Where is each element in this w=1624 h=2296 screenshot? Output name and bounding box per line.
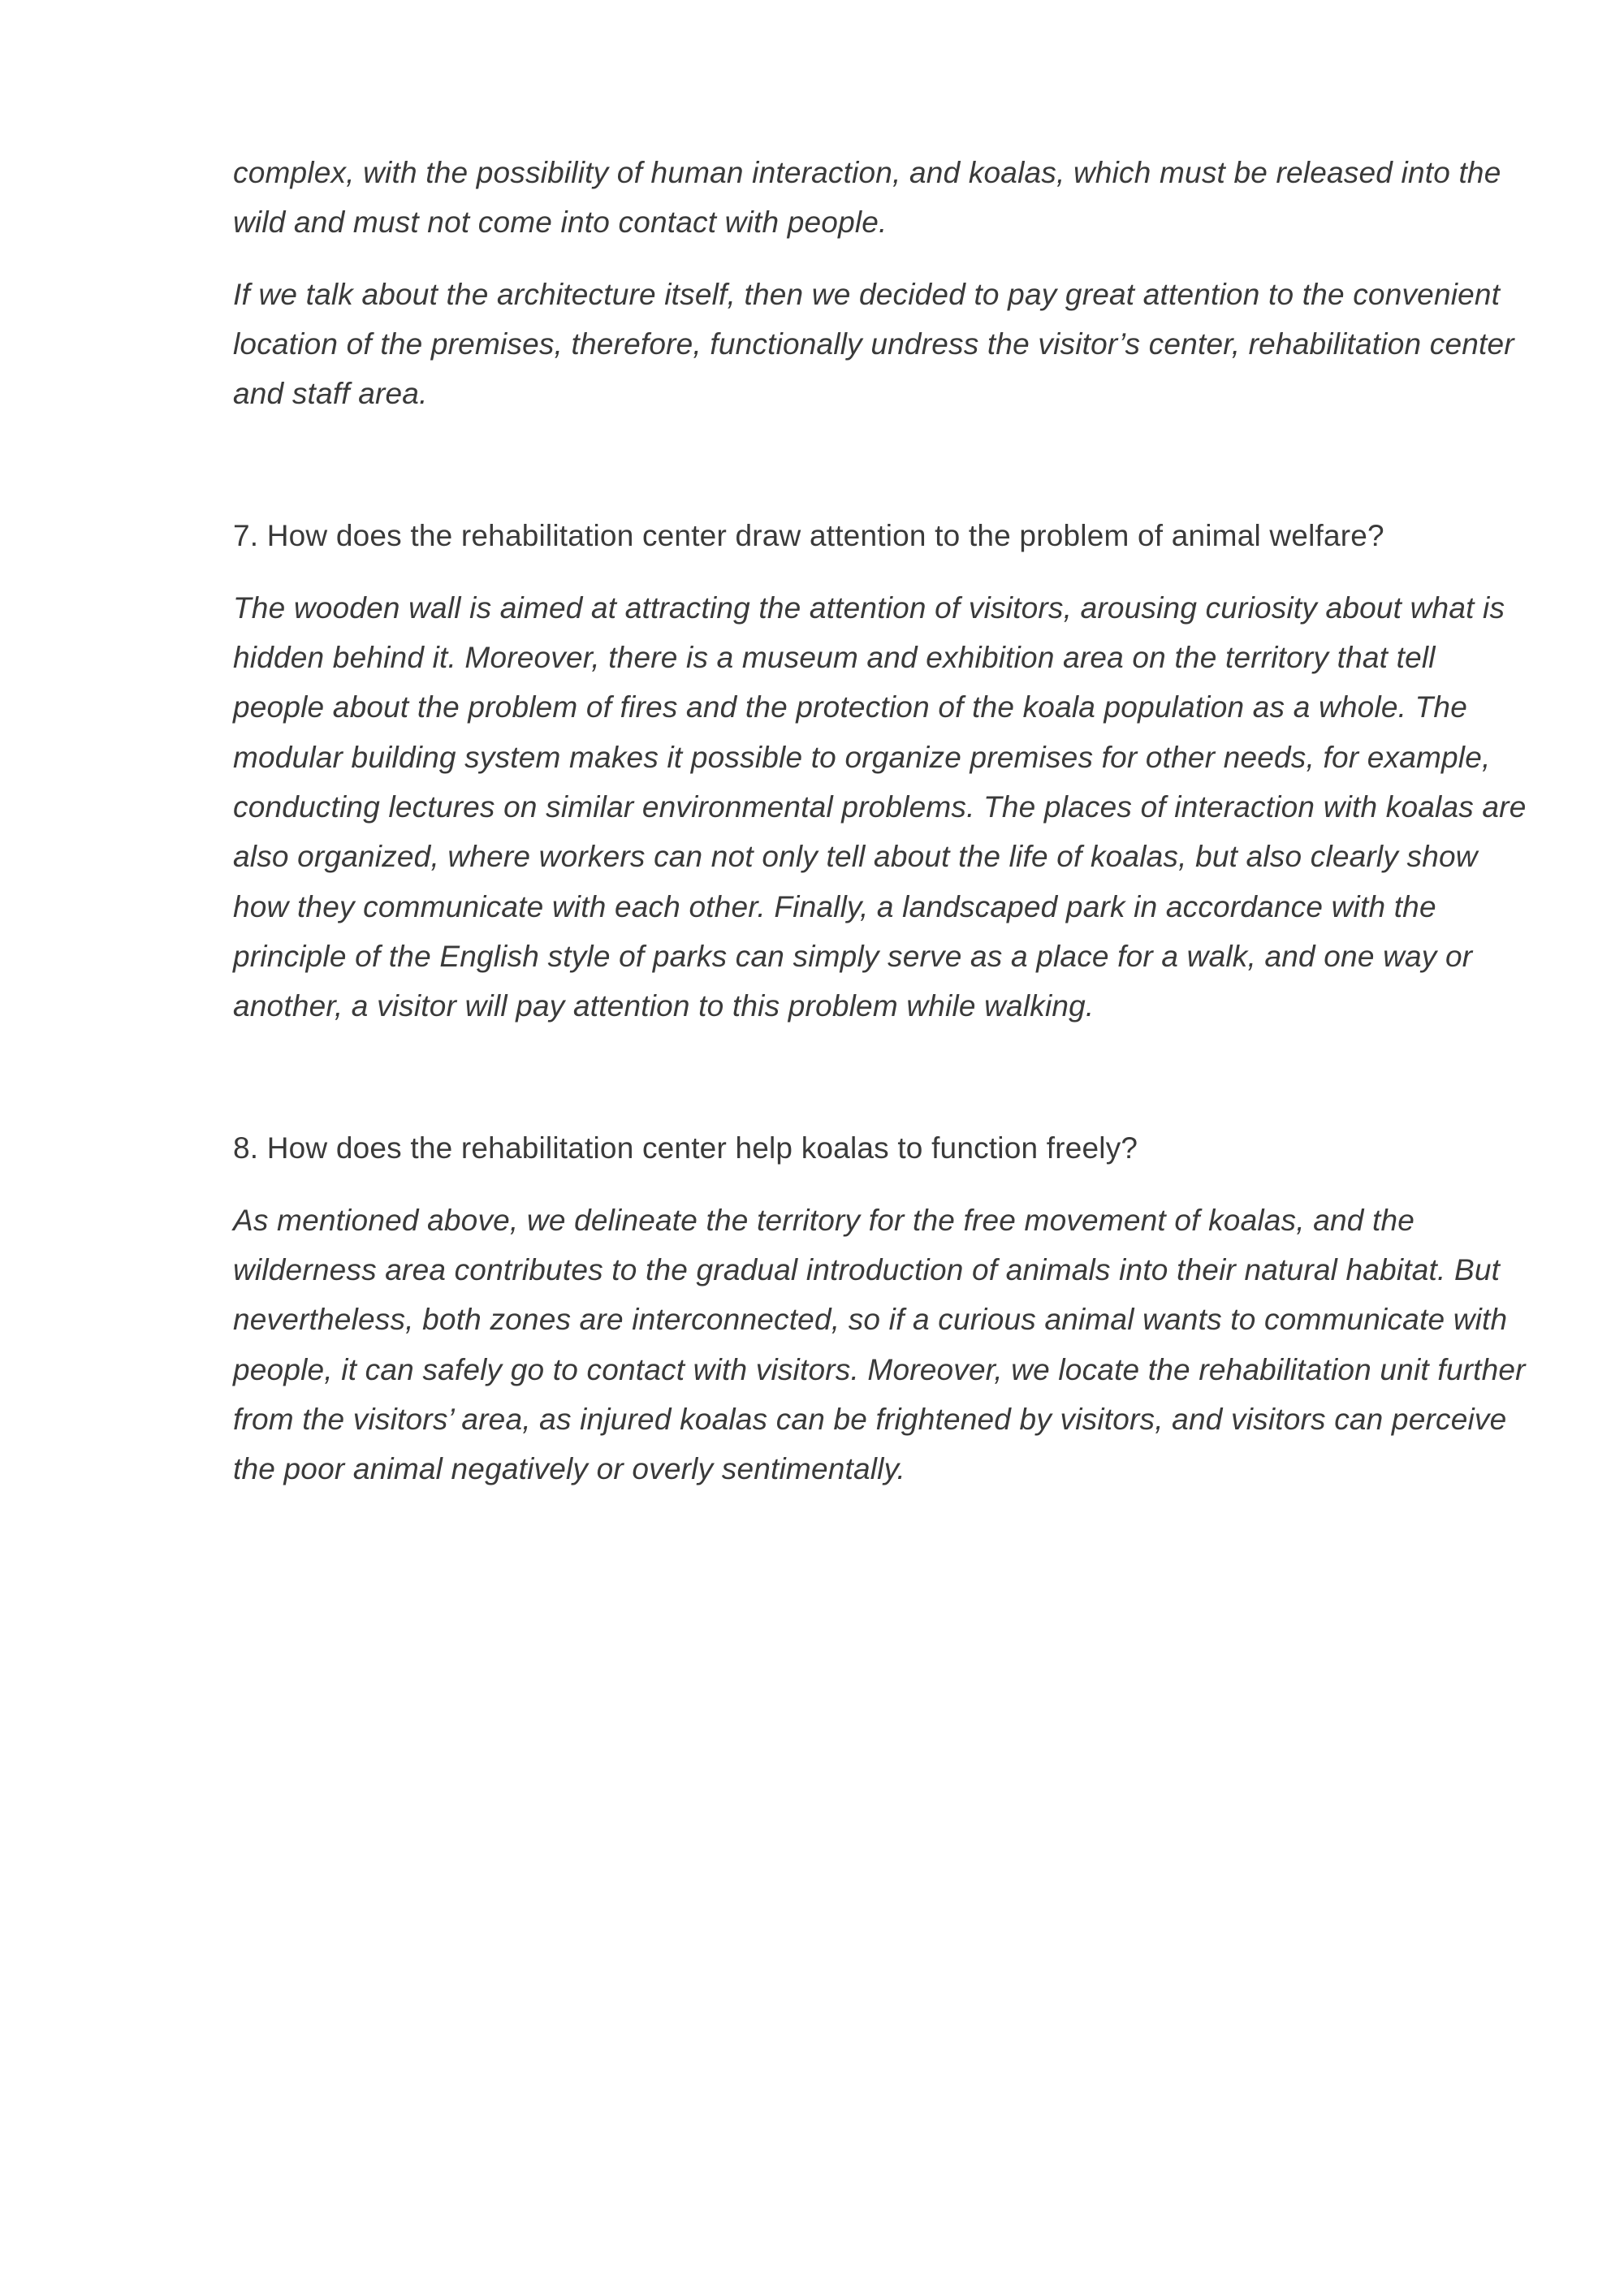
question-8: 8. How does the rehabilitation center help koalas to function freely?: [233, 1131, 1138, 1165]
answer-8: As mentioned above, we delineate the territory for the free movement of koalas, and the wilderness area contributes to the gradual introduction of animals into their natural habitat. But nevertheless, both zones are interconnected, so if a curious animal wants to communicate with people, it can safely go to contact with visitors. Moreover, we locate the rehabilitation unit further from the visitors’ area, as injured koalas can be frightened by visitors, and visitors can perceive the poor animal negatively or overly sentimentally.: [233, 1203, 1526, 1486]
document-body: [233, 148, 1532, 1494]
answer-paragraph-intro-continued: complex, with the possibility of human interaction, and koalas, which must be released into the wild and must not come into contact with people.: [233, 156, 1501, 240]
answer-7: The wooden wall is aimed at attracting the attention of visitors, arousing curiosity about what is hidden behind it. Moreover, there is a museum and exhibition area on the territory that tell people about the problem of fires and the protection of the koala population as a whole. The modular building system makes it possible to organize premises for other needs, for example, conducting lectures on similar environmental problems. The places of interaction with koalas are also organized, where workers can not only tell about the life of koalas, but also clearly show how they communicate with each other. Finally, a landscaped park in accordance with the principle of the English style of parks can simply serve as a place for a walk, and one way or another, a visitor will pay attention to this problem while walking.: [233, 590, 1527, 1023]
answer-paragraph-architecture: If we talk about the architecture itself, then we decided to pay great attention to the convenient location of the premises, therefore, functionally undress the visitor’s center, rehabilitation center and staff area.: [233, 277, 1514, 411]
question-7: 7. How does the rehabilitation center draw attention to the problem of animal welfare?: [233, 519, 1384, 553]
